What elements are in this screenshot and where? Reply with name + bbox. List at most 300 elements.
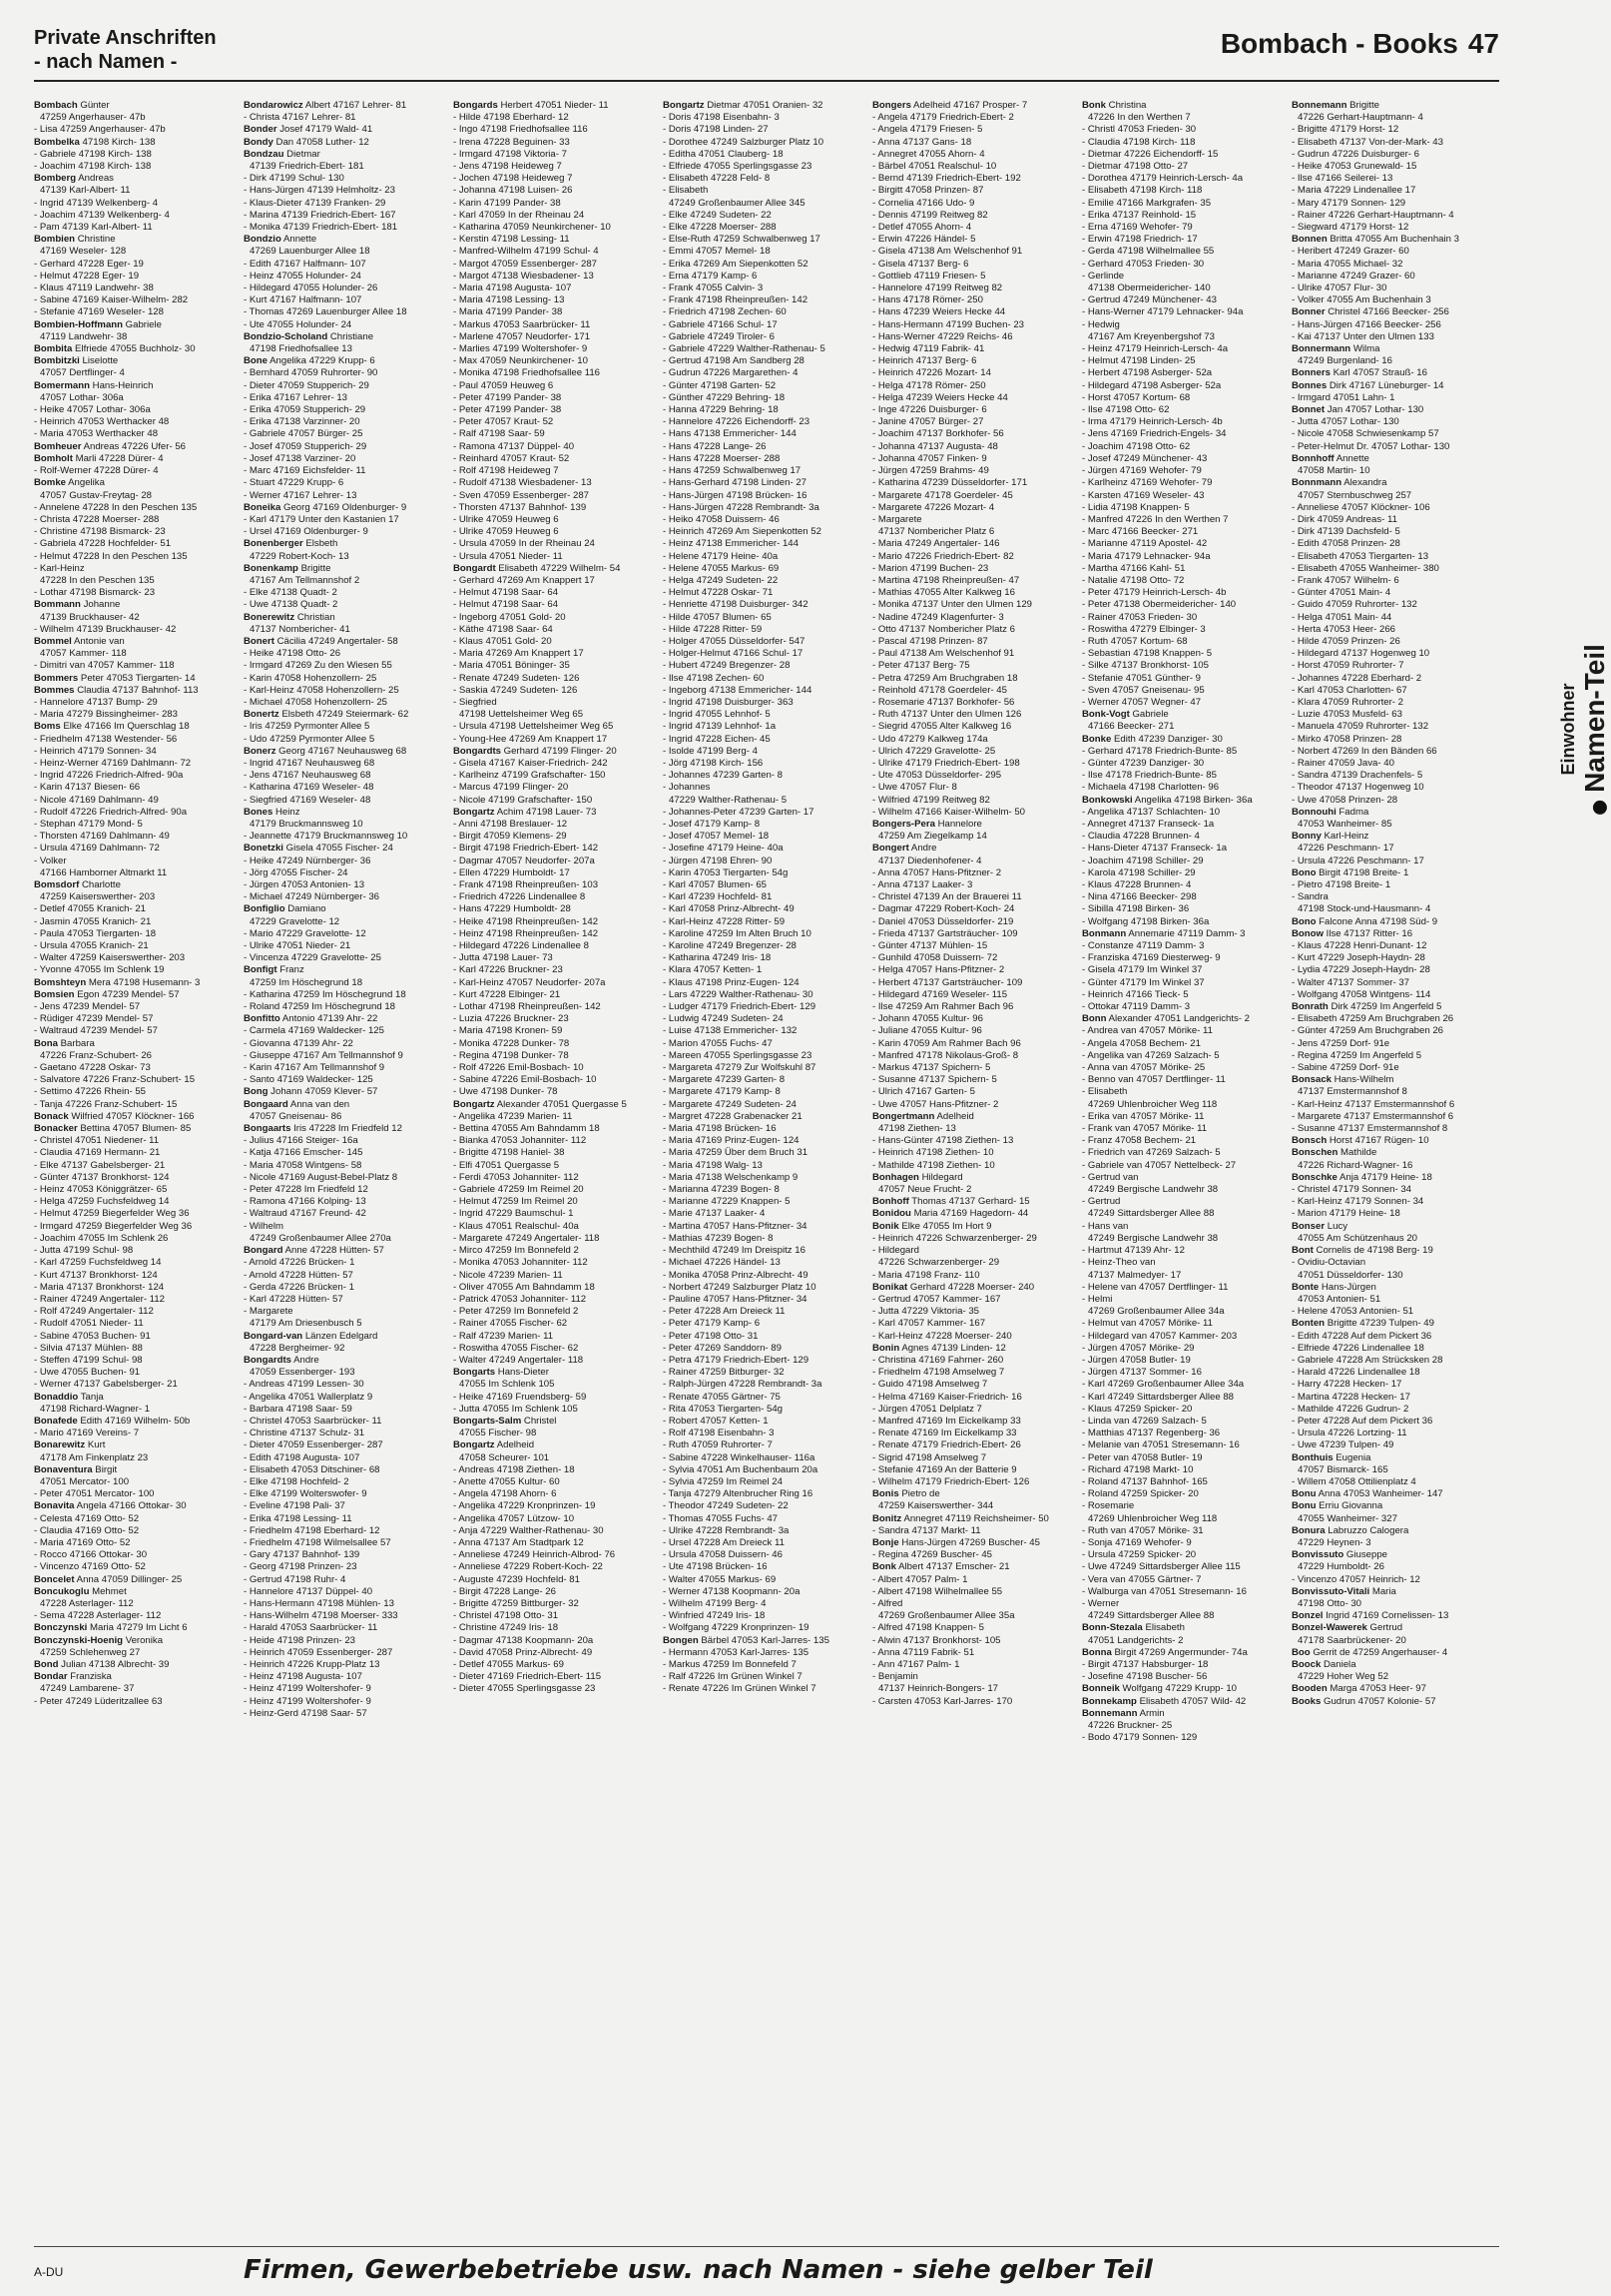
directory-entry: - Kurt 47137 Bronkhorst- 124 — [34, 1269, 158, 1281]
directory-entry: Bonnermann Wilma — [1292, 343, 1380, 355]
directory-entry: 47226 In den Werthen 7 — [1088, 112, 1191, 124]
directory-entry: - Hans-Werner 47229 Reichs- 46 — [872, 330, 1013, 342]
directory-entry: - Anna 47057 Hans-Pfitzner- 2 — [872, 866, 1002, 878]
directory-entry: - Max 47059 Neunkirchener- 10 — [453, 355, 588, 367]
directory-entry: Bond Julian 47138 Albrecht- 39 — [34, 1659, 170, 1670]
directory-entry: - Lidia 47198 Knappen- 5 — [1082, 501, 1190, 513]
directory-entry: - Harald 47226 Lindenallee 18 — [1292, 1367, 1420, 1379]
directory-entry: Bonner Christel 47166 Beecker- 256 — [1292, 306, 1449, 318]
directory-entry: - Christina 47169 Fahrner- 260 — [872, 1354, 1004, 1366]
directory-entry: - Karin 47059 Am Rahmer Bach 96 — [872, 1037, 1021, 1049]
directory-entry: 47139 Friedrich-Ebert- 181 — [250, 161, 364, 173]
directory-entry: - Dirk 47199 Schul- 130 — [244, 173, 344, 185]
directory-entry: - Helmut 47198 Saar- 64 — [453, 599, 559, 611]
directory-entry: - Elisabeth — [1082, 1086, 1128, 1098]
directory-entry: - Johannes — [663, 782, 711, 794]
directory-entry: 47055 Fischer- 98 — [459, 1428, 537, 1439]
directory-entry: - Theodor 47249 Sudeten- 22 — [663, 1500, 789, 1512]
directory-entry: - Ludger 47179 Friedrich-Ebert- 129 — [663, 1001, 816, 1013]
directory-entry: - Ludwig 47249 Sudeten- 24 — [663, 1013, 784, 1025]
directory-entry: 47178 Saarbrückener- 20 — [1298, 1634, 1406, 1646]
directory-entry: - Josef 47057 Memel- 18 — [663, 831, 770, 843]
directory-entry: - Hilde 47059 Prinzen- 26 — [1292, 635, 1400, 647]
directory-entry: - Pascal 47198 Prinzen- 87 — [872, 635, 988, 647]
directory-entry: - Hilde 47057 Blumen- 65 — [663, 611, 772, 623]
directory-entry: - Werner 47138 Koopmann- 20a — [663, 1585, 801, 1597]
directory-entry: 47249 Sittardsberger Allee 88 — [1088, 1208, 1215, 1220]
directory-entry: - Elke 47228 Moerser- 288 — [663, 222, 777, 234]
directory-entry: Bonte Hans-Jürgen — [1292, 1281, 1376, 1293]
directory-entry: - Elisabeth 47137 Von-der-Mark- 43 — [1292, 136, 1443, 148]
directory-column-5 — [872, 100, 1082, 2244]
directory-entry: - Karoline 47249 Bregenzer- 28 — [663, 940, 797, 952]
directory-entry: Bonack Wilfried 47057 Klöckner- 166 — [34, 1110, 195, 1122]
directory-entry: - Jens 47239 Mendel- 57 — [34, 1001, 141, 1013]
directory-entry: - Heinrich 47226 Mozart- 14 — [872, 367, 991, 379]
directory-entry: - Hannelore 47137 Düppel- 40 — [244, 1585, 373, 1597]
directory-entry: - Gerhard 47269 Am Knappert 17 — [453, 574, 595, 586]
directory-entry: - Rolf-Werner 47228 Dürer- 4 — [34, 465, 159, 477]
directory-entry: - Angela 47058 Bechem- 21 — [1082, 1037, 1201, 1049]
directory-entry: - Anette 47055 Kultur- 60 — [453, 1475, 560, 1487]
directory-entry: - Klaus 47228 Henri-Dunant- 12 — [1292, 940, 1427, 952]
directory-entry: - Mathilde 47226 Gudrun- 2 — [1292, 1403, 1409, 1415]
directory-entry: - Heinz-Werner 47169 Dahlmann- 72 — [34, 757, 192, 769]
directory-entry: - Gabriele 47198 Kirch- 138 — [34, 148, 152, 160]
directory-entry: - Arnold 47226 Brücken- 1 — [244, 1257, 355, 1269]
directory-entry: Bongarts Hans-Dieter — [453, 1367, 549, 1379]
directory-entry: Bonura Labruzzo Calogera — [1292, 1524, 1409, 1536]
directory-entry: 47198 Friedhofsallee 13 — [250, 343, 352, 355]
directory-entry: - Hans-Jürgen 47166 Beecker- 256 — [1292, 318, 1441, 330]
directory-entry: - Gerda 47198 Wilhelmallee 55 — [1082, 246, 1215, 258]
directory-entry: - Walburga van 47051 Stresemann- 16 — [1082, 1585, 1247, 1597]
directory-entry: Bonn Alexander 47051 Landgerichts- 2 — [1082, 1013, 1250, 1025]
directory-entry: - Klaus 47051 Gold- 20 — [453, 635, 552, 647]
directory-entry: Bombien-Hoffmann Gabriele — [34, 318, 162, 330]
directory-entry: Bona Barbara — [34, 1037, 95, 1049]
directory-entry: Boo Gerrit de 47259 Angerhauser- 4 — [1292, 1646, 1448, 1658]
directory-entry: - Julius 47166 Steiger- 16a — [244, 1135, 358, 1147]
directory-entry: 47059 Essenberger- 193 — [250, 1367, 355, 1379]
bullet-icon — [1592, 800, 1606, 814]
directory-entry: - Werner — [1082, 1597, 1120, 1609]
directory-entry: - Guido 47198 Amselweg 7 — [872, 1379, 988, 1391]
directory-entry: 47057 Sternbuschweg 257 — [1298, 489, 1412, 501]
directory-entry: Bonafede Edith 47169 Wilhelm- 50b — [34, 1415, 191, 1427]
directory-entry: - Anna 47137 Gans- 18 — [872, 136, 972, 148]
directory-entry: Bonertz Elsbeth 47249 Steiermark- 62 — [244, 709, 409, 721]
directory-entry: Bongard-van Länzen Edelgard — [244, 1330, 378, 1342]
directory-entry: - Christa 47228 Moerser- 288 — [34, 513, 160, 525]
directory-entry: - Cornelia 47166 Udo- 9 — [872, 197, 975, 209]
directory-entry: - Wolfgang 47229 Kronprinzen- 19 — [663, 1622, 809, 1634]
directory-entry: - Anneliese 47229 Robert-Koch- 22 — [453, 1561, 603, 1573]
directory-entry: - Kerstin 47198 Lessing- 11 — [453, 234, 570, 246]
directory-entry: - Peter 47179 Kamp- 6 — [663, 1318, 761, 1330]
directory-entry: - Marianna 47239 Bogen- 8 — [663, 1184, 780, 1196]
directory-entry: - Angelika 47057 Lützow- 10 — [453, 1512, 575, 1524]
directory-entry: - Giovanna 47139 Ahr- 22 — [244, 1037, 353, 1049]
directory-entry: - Wilhelm — [244, 1220, 283, 1232]
directory-entry: - Karl 47259 Fuchsfeldweg 14 — [34, 1257, 162, 1269]
directory-entry: - Ruth 47057 Kortum- 68 — [1082, 635, 1188, 647]
directory-entry: - Anni 47198 Breslauer- 12 — [453, 818, 568, 830]
directory-entry: - Ralf 47198 Saar- 59 — [453, 428, 545, 440]
directory-entry: - Hanna 47229 Behring- 18 — [663, 404, 779, 416]
directory-entry: - Jürgen 47051 Delplatz 7 — [872, 1403, 982, 1415]
directory-entry: - Dieter 47059 Stupperich- 29 — [244, 379, 369, 391]
directory-entry: - Hildegard 47055 Holunder- 26 — [244, 283, 378, 294]
section-title-line1: Private Anschriften — [34, 27, 217, 49]
directory-entry: - Maria 47138 Welschenkamp 9 — [663, 1171, 799, 1183]
directory-entry: - Udo 47279 Kalkweg 174a — [872, 733, 988, 745]
directory-entry: - Mario 47226 Friedrich-Ebert- 82 — [872, 550, 1014, 562]
directory-entry: - Christl 47053 Frieden- 30 — [1082, 124, 1197, 136]
directory-entry: Bonhagen Hildegard — [872, 1171, 963, 1183]
directory-entry: - Johannes 47228 Eberhard- 2 — [1292, 672, 1422, 684]
directory-entry: - Walter 47137 Sommer- 37 — [1292, 976, 1410, 988]
directory-entry: - Margarete 47239 Garten- 8 — [663, 1074, 786, 1086]
directory-entry: Bonfitto Antonio 47139 Ahr- 22 — [244, 1013, 378, 1025]
directory-entry: - Maria 47259 Über dem Bruch 31 — [663, 1147, 808, 1159]
directory-entry: Bonnet Jan 47057 Lothar- 130 — [1292, 404, 1424, 416]
directory-entry: - Helga 47249 Sudeten- 22 — [663, 574, 779, 586]
directory-entry: - Waltraud 47167 Freund- 42 — [244, 1208, 366, 1220]
directory-entry: - Joachim 47198 Otto- 62 — [1082, 440, 1191, 452]
directory-entry: - Maria 47055 Michael- 32 — [1292, 258, 1403, 270]
directory-entry: - Mareen 47055 Sperlingsgasse 23 — [663, 1049, 812, 1061]
directory-entry: - Henriette 47198 Duisburger- 342 — [663, 599, 808, 611]
directory-entry: Boms Elke 47166 Im Querschlag 18 — [34, 721, 190, 733]
directory-entry: - Hans 47228 Moerser- 288 — [663, 452, 781, 464]
directory-entry: - Marion 47055 Fuchs- 47 — [663, 1037, 773, 1049]
directory-entry: 47198 Uettelsheimer Weg 65 — [459, 709, 584, 721]
directory-entry: 47269 Großenbaumer Allee 35a — [878, 1610, 1015, 1622]
directory-entry: - Gabriele 47259 Im Reimel 20 — [453, 1184, 584, 1196]
directory-entry: - Hilde 47228 Ritter- 59 — [663, 623, 763, 635]
directory-entry: - Alwin 47137 Bronkhorst- 105 — [872, 1634, 1001, 1646]
directory-entry: - Claudia 47169 Hermann- 21 — [34, 1147, 161, 1159]
directory-entry: - Karola 47198 Schiller- 29 — [1082, 866, 1196, 878]
directory-entry: Bondzau Dietmar — [244, 148, 320, 160]
directory-entry: - Richard 47198 Markt- 10 — [1082, 1463, 1194, 1475]
directory-entry: Books Gudrun 47057 Kolonie- 57 — [1292, 1695, 1436, 1707]
directory-entry: - Jochen 47198 Heideweg 7 — [453, 173, 573, 185]
directory-entry: - Andrea van 47057 Mörike- 11 — [1082, 1025, 1214, 1037]
directory-entry: - Doris 47198 Linden- 27 — [663, 124, 769, 136]
footer-slogan: Firmen, Gewerbebetriebe usw. nach Namen - siehe gelber Teil — [244, 2255, 1153, 2285]
directory-entry: Boock Daniela — [1292, 1659, 1356, 1670]
directory-entry: - Gerhard 47228 Eger- 19 — [34, 258, 144, 270]
directory-entry: - Elfi 47051 Quergasse 5 — [453, 1159, 560, 1171]
directory-entry: - Jens 47259 Dorf- 91e — [1292, 1037, 1390, 1049]
directory-entry: Bongers-Pera Hannelore — [872, 818, 982, 830]
directory-entry: Bongaard Anna van den — [244, 1098, 350, 1110]
directory-entry: - Ralf 47239 Marien- 11 — [453, 1330, 554, 1342]
directory-entry: Bonk Albert 47137 Emscher- 21 — [872, 1561, 1010, 1573]
directory-entry: - Pauline 47057 Hans-Pfitzner- 34 — [663, 1293, 807, 1305]
directory-entry: Bomberg Andreas — [34, 173, 114, 185]
directory-entry: - Jürgen 47053 Antonien- 13 — [244, 879, 365, 890]
directory-entry: - Martina 47198 Rheinpreußen- 47 — [872, 574, 1020, 586]
directory-entry: 47226 Richard-Wagner- 16 — [1298, 1159, 1413, 1171]
directory-entry: - Peter 47269 Sanddorn- 89 — [663, 1342, 782, 1354]
directory-entry: - Thomas 47269 Lauenburger Allee 18 — [244, 306, 407, 318]
directory-entry: - Peter 47057 Kraut- 52 — [453, 416, 554, 428]
directory-entry: Bomsien Egon 47239 Mendel- 57 — [34, 988, 180, 1000]
directory-entry: - Jasmin 47055 Kranich- 21 — [34, 915, 152, 927]
directory-entry: - Harald 47053 Saarbrücker- 11 — [244, 1622, 378, 1634]
directory-entry: - Salvatore 47226 Franz-Schubert- 15 — [34, 1074, 196, 1086]
directory-entry: - Peter 47137 Berg- 75 — [872, 660, 970, 672]
directory-entry: - Frank 47198 Rheinpreußen- 142 — [663, 294, 808, 306]
directory-entry: - Birgit 47059 Klemens- 29 — [453, 831, 567, 843]
directory-entry: - Johannes 47239 Garten- 8 — [663, 770, 784, 782]
directory-entry: - Celesta 47169 Otto- 52 — [34, 1512, 140, 1524]
directory-entry: - Joachim 47055 Im Schlenk 26 — [34, 1232, 169, 1244]
directory-entry: - Margarete 47178 Goerdeler- 45 — [872, 489, 1013, 501]
directory-entry: - Karl-Heinz 47179 Sonnen- 34 — [1292, 1196, 1424, 1208]
directory-entry: - Katharina 47059 Neunkirchener- 10 — [453, 222, 611, 234]
directory-entry: - Alfred 47198 Knappen- 5 — [872, 1622, 985, 1634]
directory-entry: - Birgit 47228 Lange- 26 — [453, 1585, 556, 1597]
directory-entry: - Volker 47055 Am Buchenhain 3 — [1292, 294, 1431, 306]
directory-entry: - Günter 47137 Mühlen- 15 — [872, 940, 988, 952]
directory-entry: - Rainer 47055 Fischer- 62 — [453, 1318, 568, 1330]
directory-entry: - Hans-Jürgen 47139 Helmholtz- 23 — [244, 185, 395, 197]
directory-entry: Bonu Erriu Giovanna — [1292, 1500, 1383, 1512]
directory-entry: - Daniel 47053 Düsseldorfer- 219 — [872, 915, 1014, 927]
directory-entry: - Roswitha 47279 Elbinger- 3 — [1082, 623, 1206, 635]
directory-entry: Bonneik Wolfgang 47229 Krupp- 10 — [1082, 1683, 1238, 1695]
directory-entry: 47051 Landgerichts- 2 — [1088, 1634, 1184, 1646]
directory-entry: - Andreas 47198 Ziethen- 18 — [453, 1463, 575, 1475]
directory-entry: - Norbert 47269 In den Bänden 66 — [1292, 745, 1437, 757]
directory-entry: - Gabriele 47229 Walther-Rathenau- 5 — [663, 343, 825, 355]
directory-entry: - Hilde 47198 Eberhard- 12 — [453, 112, 569, 124]
directory-entry: - Monika 47228 Dunker- 78 — [453, 1037, 570, 1049]
directory-entry: Bonmann Annemarie 47119 Damm- 3 — [1082, 927, 1246, 939]
directory-entry: - Peter 47051 Mercator- 100 — [34, 1488, 155, 1500]
directory-entry: - Karl 47053 Charlotten- 67 — [1292, 684, 1407, 696]
directory-entry: - Dagmar 47229 Robert-Koch- 24 — [872, 903, 1015, 915]
directory-entry: - Maria 47051 Böninger- 35 — [453, 660, 570, 672]
directory-entry: - Nicole 47169 Dahlmann- 49 — [34, 794, 159, 806]
directory-entry: - Ramona 47166 Kolping- 13 — [244, 1196, 366, 1208]
directory-entry: - Thorsten 47169 Dahlmann- 49 — [34, 831, 170, 843]
directory-entry: - Hermann 47053 Karl-Jarres- 135 — [663, 1646, 809, 1658]
directory-entry: - Yvonne 47055 Im Schlenk 19 — [34, 964, 165, 976]
directory-entry: - Janine 47057 Bürger- 27 — [872, 416, 984, 428]
directory-entry: - Jürgen 47058 Butler- 19 — [1082, 1354, 1191, 1366]
directory-entry: - Karl 47059 In der Rheinau 24 — [453, 209, 585, 221]
directory-entry: - Erika 47269 Am Siepenkotten 52 — [663, 258, 808, 270]
directory-entry: - Gisela 47137 Berg- 6 — [872, 258, 969, 270]
directory-entry: - Manfred-Wilhelm 47199 Schul- 4 — [453, 246, 599, 258]
directory-entry: - Elisabeth 47228 Feld- 8 — [663, 173, 771, 185]
directory-entry: - Sabine 47053 Buchen- 91 — [34, 1330, 151, 1342]
directory-entry: - Maria 47198 Brücken- 16 — [663, 1123, 777, 1135]
directory-entry: - Maria 47199 Pander- 38 — [453, 306, 563, 318]
directory-entry: - Lothar 47198 Rheinpreußen- 142 — [453, 1001, 601, 1013]
directory-entry: - Christel 47051 Niedener- 11 — [34, 1135, 160, 1147]
directory-entry: 47167 Am Kreyenbergshof 73 — [1088, 330, 1215, 342]
directory-entry: Bonavita Angela 47166 Ottokar- 30 — [34, 1500, 187, 1512]
directory-entry: - Helmut 47228 In den Peschen 135 — [34, 550, 188, 562]
directory-entry: 47166 Beecker- 271 — [1088, 721, 1175, 733]
directory-entry: - Heinrich 47137 Berg- 6 — [872, 355, 977, 367]
directory-entry: - Ingo 47198 Friedhofsallee 116 — [453, 124, 588, 136]
directory-entry: - Rainer 47053 Frieden- 30 — [1082, 611, 1198, 623]
directory-entry: - Uwe 47239 Tulpen- 49 — [1292, 1439, 1394, 1451]
directory-entry: - Günther 47229 Behring- 18 — [663, 391, 786, 403]
directory-entry: - Elisabeth — [663, 185, 709, 197]
directory-entry: Bonna Birgit 47269 Angermunder- 74a — [1082, 1646, 1248, 1658]
directory-entry: - Maria 47269 Am Knappert 17 — [453, 648, 584, 660]
directory-entry: - Gertrud van — [1082, 1171, 1139, 1183]
directory-entry: - Friedrich 47226 Lindenallee 8 — [453, 891, 586, 903]
directory-entry: - Jutta 47198 Lauer- 73 — [453, 952, 553, 964]
directory-entry: - Christel 47053 Saarbrücker- 11 — [244, 1415, 382, 1427]
directory-entry: - Anna 47119 Fabrik- 51 — [872, 1646, 975, 1658]
directory-entry: Bong Johann 47059 Klever- 57 — [244, 1086, 378, 1098]
directory-entry: - Claudia 47228 Brunnen- 4 — [1082, 831, 1200, 843]
directory-entry: - Marcus 47199 Flinger- 20 — [453, 782, 569, 794]
directory-entry: - Dimitri van 47057 Kammer- 118 — [34, 660, 175, 672]
directory-entry: 47228 Asterlager- 112 — [40, 1597, 134, 1609]
directory-column-7 — [1292, 100, 1501, 2244]
directory-entry: - Erika van 47057 Mörike- 11 — [1082, 1110, 1205, 1122]
directory-entry: - Maria 47279 Bissingheimer- 283 — [34, 709, 178, 721]
directory-entry: - Albert 47198 Wilhelmallee 55 — [872, 1585, 1003, 1597]
directory-entry: - Wilhelm 47166 Kaiser-Wilhelm- 50 — [872, 806, 1026, 818]
directory-entry: Bongard Anne 47228 Hütten- 57 — [244, 1245, 384, 1257]
directory-entry: - Birgitt 47058 Prinzen- 87 — [872, 185, 984, 197]
directory-entry: - Johannes-Peter 47239 Garten- 17 — [663, 806, 814, 818]
directory-entry: - Siegfried 47169 Weseler- 48 — [244, 794, 371, 806]
directory-entry: - Hildegard 47198 Asberger- 52a — [1082, 379, 1222, 391]
directory-entry: - Ilse 47198 Zechen- 60 — [663, 672, 765, 684]
directory-entry: Bonser Lucy — [1292, 1220, 1347, 1232]
directory-entry: - Gaetano 47228 Oskar- 73 — [34, 1062, 151, 1074]
directory-entry: - Erika 47137 Reinhold- 15 — [1082, 209, 1197, 221]
directory-entry: - Udo 47259 Pyrmonter Allee 5 — [244, 733, 375, 745]
directory-entry: - Mary 47179 Sonnen- 129 — [1292, 197, 1406, 209]
directory-entry: - Ulrike 47228 Rembrandt- 3a — [663, 1524, 790, 1536]
directory-entry: - Jutta 47055 Im Schlenk 105 — [453, 1403, 578, 1415]
directory-entry: Bonsch Horst 47167 Rügen- 10 — [1292, 1135, 1429, 1147]
directory-entry: - Emmi 47057 Memel- 18 — [663, 246, 771, 258]
directory-entry: 47228 Bergheimer- 92 — [250, 1342, 345, 1354]
directory-entry: - Dennis 47199 Reitweg 82 — [872, 209, 988, 221]
directory-entry: - Dieter 47055 Sperlingsgasse 23 — [453, 1683, 596, 1695]
directory-entry: 47226 Peschmann- 17 — [1298, 843, 1394, 855]
directory-entry: - Friedrich van 47269 Salzach- 5 — [1082, 1147, 1221, 1159]
directory-entry: - Dirk 47059 Andreas- 11 — [1292, 513, 1397, 525]
directory-entry: - Bettina 47055 Am Bahndamm 18 — [453, 1123, 600, 1135]
directory-entry: - Monika 47198 Friedhofsallee 116 — [453, 367, 601, 379]
directory-entry: - Peter 47199 Pander- 38 — [453, 391, 562, 403]
directory-entry: Bongardts Andre — [244, 1354, 319, 1366]
directory-entry: 47259 Kaiserswerther- 203 — [40, 891, 156, 903]
directory-entry: - Elke 47137 Gabelsberger- 21 — [34, 1159, 166, 1171]
directory-entry: - Klaus 47051 Realschul- 40a — [453, 1220, 579, 1232]
directory-entry: - Irmgard 47198 Viktoria- 7 — [453, 148, 567, 160]
directory-entry: Bonthuis Eugenia — [1292, 1451, 1371, 1463]
directory-entry: - Brigitte 47179 Horst- 12 — [1292, 124, 1399, 136]
directory-entry: - Gertrud — [1082, 1196, 1121, 1208]
directory-entry: - Margarete — [872, 513, 922, 525]
directory-entry: Bonhoff Thomas 47137 Gerhard- 15 — [872, 1196, 1030, 1208]
directory-entry: - Carsten 47053 Karl-Jarres- 170 — [872, 1695, 1013, 1707]
directory-entry: Bonetzki Gisela 47055 Fischer- 24 — [244, 843, 393, 855]
directory-entry: - Bodo 47179 Sonnen- 129 — [1082, 1732, 1198, 1744]
directory-entry: - Monika 47058 Prinz-Albrecht- 49 — [663, 1269, 808, 1281]
directory-entry: - Jürgen 47169 Wehofer- 79 — [1082, 465, 1202, 477]
directory-entry: - Brigitte 47259 Bittburger- 32 — [453, 1597, 579, 1609]
directory-entry: - Anneliese 47057 Klöckner- 106 — [1292, 501, 1430, 513]
directory-entry: - Paul 47138 Am Welschenhof 91 — [872, 648, 1015, 660]
directory-entry: - Dieter 47059 Essenberger- 287 — [244, 1439, 383, 1451]
directory-entry: Bomshteyn Mera 47198 Husemann- 3 — [34, 976, 201, 988]
directory-entry: - Angelika 47229 Kronprinzen- 19 — [453, 1500, 596, 1512]
directory-entry: 47055 Wanheimer- 327 — [1298, 1512, 1397, 1524]
directory-entry: - Herta 47053 Heer- 266 — [1292, 623, 1395, 635]
directory-entry: - Friedhelm 47198 Amselweg 7 — [872, 1367, 1005, 1379]
directory-entry: Bonnen Britta 47055 Am Buchenhain 3 — [1292, 234, 1459, 246]
directory-entry: - Rudolf 47138 Wiesbadener- 13 — [453, 477, 592, 489]
directory-entry: - Hartmut 47139 Ahr- 12 — [1082, 1245, 1185, 1257]
directory-entry: - Heinrich 47179 Sonnen- 34 — [34, 745, 157, 757]
directory-entry: 47053 Wanheimer- 85 — [1298, 818, 1392, 830]
directory-entry: - Lothar 47198 Bismarck- 23 — [34, 587, 156, 599]
directory-entry: - Heinrich 47226 Schwarzenberger- 29 — [872, 1232, 1037, 1244]
directory-entry: - Marion 47199 Buchen- 23 — [872, 562, 989, 574]
directory-entry: - Ursula 47226 Peschmann- 17 — [1292, 855, 1424, 866]
directory-entry: - Ingrid 47226 Friedrich-Alfred- 90a — [34, 770, 184, 782]
directory-entry: - Settimo 47226 Rhein- 55 — [34, 1086, 146, 1098]
directory-entry: 47198 Richard-Wagner- 1 — [40, 1403, 151, 1415]
directory-entry: - Willem 47058 Ottilienplatz 4 — [1292, 1475, 1416, 1487]
directory-entry: - Ingrid 47139 Welkenberg- 4 — [34, 197, 159, 209]
directory-entry: - Ovidiu-Octavian — [1292, 1257, 1366, 1269]
directory-entry: - Christel 47139 An der Brauerei 11 — [872, 891, 1022, 903]
directory-entry: - Ulrike 47179 Friedrich-Ebert- 198 — [872, 757, 1020, 769]
directory-entry: - Kurt 47229 Joseph-Haydn- 28 — [1292, 952, 1425, 964]
directory-entry: - Angelika 47137 Schlachten- 10 — [1082, 806, 1221, 818]
directory-entry: - Wolfgang 47058 Wintgens- 114 — [1292, 988, 1431, 1000]
directory-entry: - Heinz 47199 Woltershofer- 9 — [244, 1695, 371, 1707]
directory-entry: - Jens 47167 Neuhausweg 68 — [244, 770, 371, 782]
directory-entry: - Maria 47198 Augusta- 107 — [453, 283, 572, 294]
directory-entry: - Susanne 47137 Emstermannshof 8 — [1292, 1123, 1448, 1135]
directory-entry: - Josef 47249 Münchener- 43 — [1082, 452, 1208, 464]
directory-entry: 47259 Kaiserswerther- 344 — [878, 1500, 994, 1512]
page-code: A-DU — [34, 2265, 64, 2279]
directory-entry: Bonerewitz Christian — [244, 611, 335, 623]
directory-entry: - Katharina 47169 Weseler- 48 — [244, 782, 374, 794]
directory-entry: 47055 Im Schlenk 105 — [459, 1379, 555, 1391]
directory-entry: - Wolfgang 47198 Birken- 36a — [1082, 915, 1210, 927]
directory-entry: - Lisa 47259 Angerhauser- 47b — [34, 124, 166, 136]
directory-entry: - Erika 47198 Lessing- 11 — [244, 1512, 352, 1524]
directory-entry: - Gabriele 47249 Tiroler- 6 — [663, 330, 775, 342]
directory-entry: - Margarete 47137 Emstermannshof 6 — [1292, 1110, 1454, 1122]
directory-entry: - Margot 47138 Wiesbadener- 13 — [453, 270, 594, 282]
directory-entry: - Winfried 47249 Iris- 18 — [663, 1610, 766, 1622]
directory-entry: - Günter 47259 Am Bruchgraben 26 — [1292, 1025, 1443, 1037]
